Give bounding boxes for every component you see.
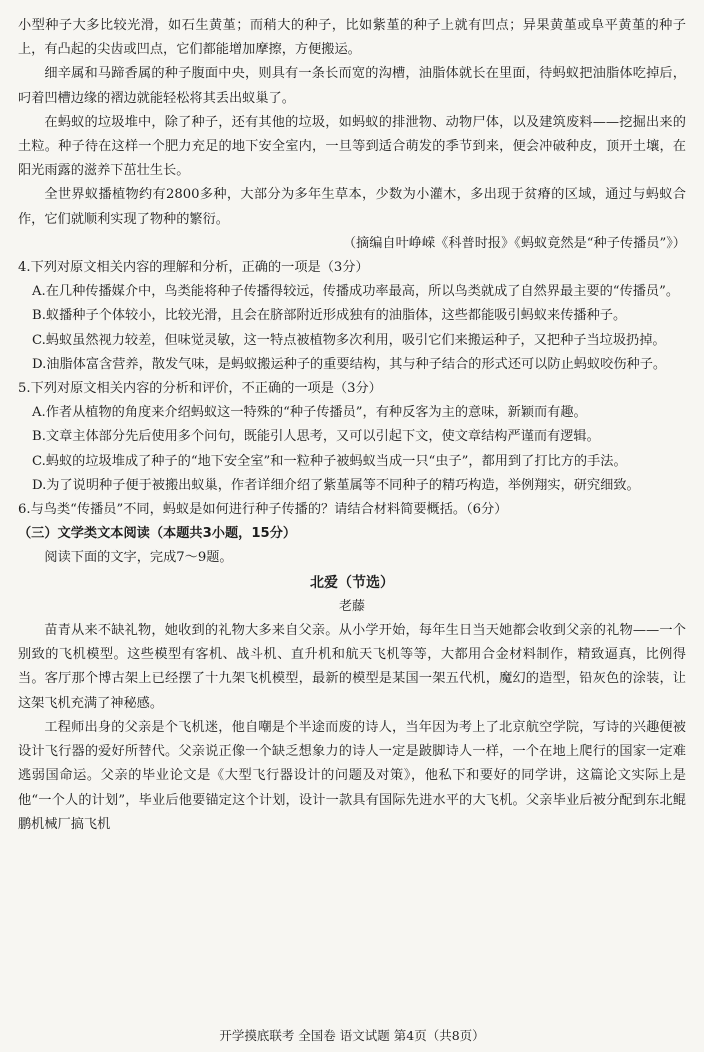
story-paragraph-1: 苗青从来不缺礼物，她收到的礼物大多来自父亲。从小学开始，每年生日当天她都会收到父亲的礼物——一个别致的飞机模型。这些模型有客机、战斗机、直升机和航天飞机等等，大都用合金材料制作，精致逼真，比例得当。客厅那个博古架上已经摆了十九架飞机模型，最新的模型是某国一架五代机，魔幻的造型，铅灰色的涂装，让这架飞机充满了神秘感。 <box>18 623 686 711</box>
passage1-paragraph-4: 全世界蚁播植物约有2800多种，大部分为多年生草本，少数为小灌木，多出现于贫瘠的区域，通过与蚂蚁合作，它们就顺利实现了物种的繁衍。 <box>18 187 686 227</box>
page-footer: 开学摸底联考 全国卷 语文试题 第4页（共8页） <box>219 1028 485 1043</box>
passage1-paragraph-3: 在蚂蚁的垃圾堆中，除了种子，还有其他的垃圾，如蚂蚁的排泄物、动物尸体，以及建筑废料——挖掘出来的土粒。种子待在这样一个肥力充足的地下安全室内，一旦等到适合萌发的季节到来，便会冲破种皮，顶开土壤，在阳光雨露的滋养下茁壮生长。 <box>18 114 686 179</box>
story-title: 北爱（节选） <box>310 574 394 591</box>
passage1-paragraph-1: 小型种子大多比较光滑，如石生黄堇；而稍大的种子，比如紫堇的种子上就有凹点；异果黄堇或阜平黄堇的种子上，有凸起的尖齿或凹点，它们都能增加摩擦，方便搬运。 <box>18 18 686 58</box>
question-5-option-d: D.为了说明种子便于被搬出蚁巢，作者详细介绍了紫堇属等不同种子的精巧构造，举例翔实，研究细致。 <box>32 477 640 493</box>
question-4-option-b: B.蚁播种子个体较小，比较光滑，且会在脐部附近形成独有的油脂体，这些都能吸引蚂蚁来传播种子。 <box>32 308 627 324</box>
question-5-option-a: A.作者从植物的角度来介绍蚂蚁这一特殊的“种子传播员”，有种反客为主的意味，新颖而有趣。 <box>32 405 587 421</box>
question-4-option-c: C.蚂蚁虽然视力较差，但味觉灵敏，这一特点被植物多次利用，吸引它们来搬运种子，又把种子当垃圾扔掉。 <box>32 332 666 348</box>
question-5-option-b: B.文章主体部分先后使用多个问句，既能引人思考，又可以引起下文，使文章结构严谨而有逻辑。 <box>32 429 600 445</box>
story-paragraph-2: 工程师出身的父亲是个飞机迷，他自嘲是个半途而废的诗人，当年因为考上了北京航空学院，写诗的兴趣便被设计飞行器的爱好所替代。父亲说正像一个缺乏想象力的诗人一定是跛脚诗人一样，一个在地上爬行的国家一定难逃弱国命运。父亲的毕业论文是《大型飞行器设计的问题及对策》，他私下和要好的同学讲，这篇论文实际上是他“一个人的计划”，毕业后他要锚定这个计划，设计一款具有国际先进水平的大飞机。父亲毕业后被分配到东北鲲鹏机械厂搞飞机 <box>18 719 686 832</box>
passage1-paragraph-2: 细辛属和马蹄香属的种子腹面中央，则具有一条长而宽的沟槽，油脂体就长在里面，待蚂蚁把油脂体吃掉后，叼着凹槽边缘的褶边就能轻松将其丢出蚁巢了。 <box>18 66 686 106</box>
question-4-option-a: A.在几种传播媒介中，鸟类能将种子传播得较远，传播成功率最高，所以鸟类就成了自然界最主要的“传播员”。 <box>32 284 680 300</box>
story-author: 老藤 <box>338 598 365 614</box>
section-3-heading: （三）文学类文本阅读（本题共3小题，15分） <box>18 526 297 542</box>
question-5-stem: 5.下列对原文相关内容的分析和评价，不正确的一项是（3分） <box>18 381 382 397</box>
question-6-stem: 6.与鸟类“传播员”不同，蚂蚁是如何进行种子传播的？请结合材料简要概括。（6分） <box>18 502 508 518</box>
question-4-option-d: D.油脂体富含营养，散发气味，是蚂蚁搬运种子的重要结构，其与种子结合的形式还可以防止蚂蚁咬伤种子。 <box>32 356 667 372</box>
question-4-stem: 4.下列对原文相关内容的理解和分析，正确的一项是（3分） <box>18 260 369 276</box>
question-5-option-c: C.蚂蚁的垃圾堆成了种子的“地下安全室”和一粒种子被蚂蚁当成一只“虫子”，都用到了打比方的手法。 <box>32 453 627 469</box>
section-3-instruction: 阅读下面的文字，完成7～9题。 <box>44 550 233 566</box>
passage1-source: （摘编自叶峥嵘《科普时报》《蚂蚁竟然是“种子传播员”》） <box>342 235 686 251</box>
